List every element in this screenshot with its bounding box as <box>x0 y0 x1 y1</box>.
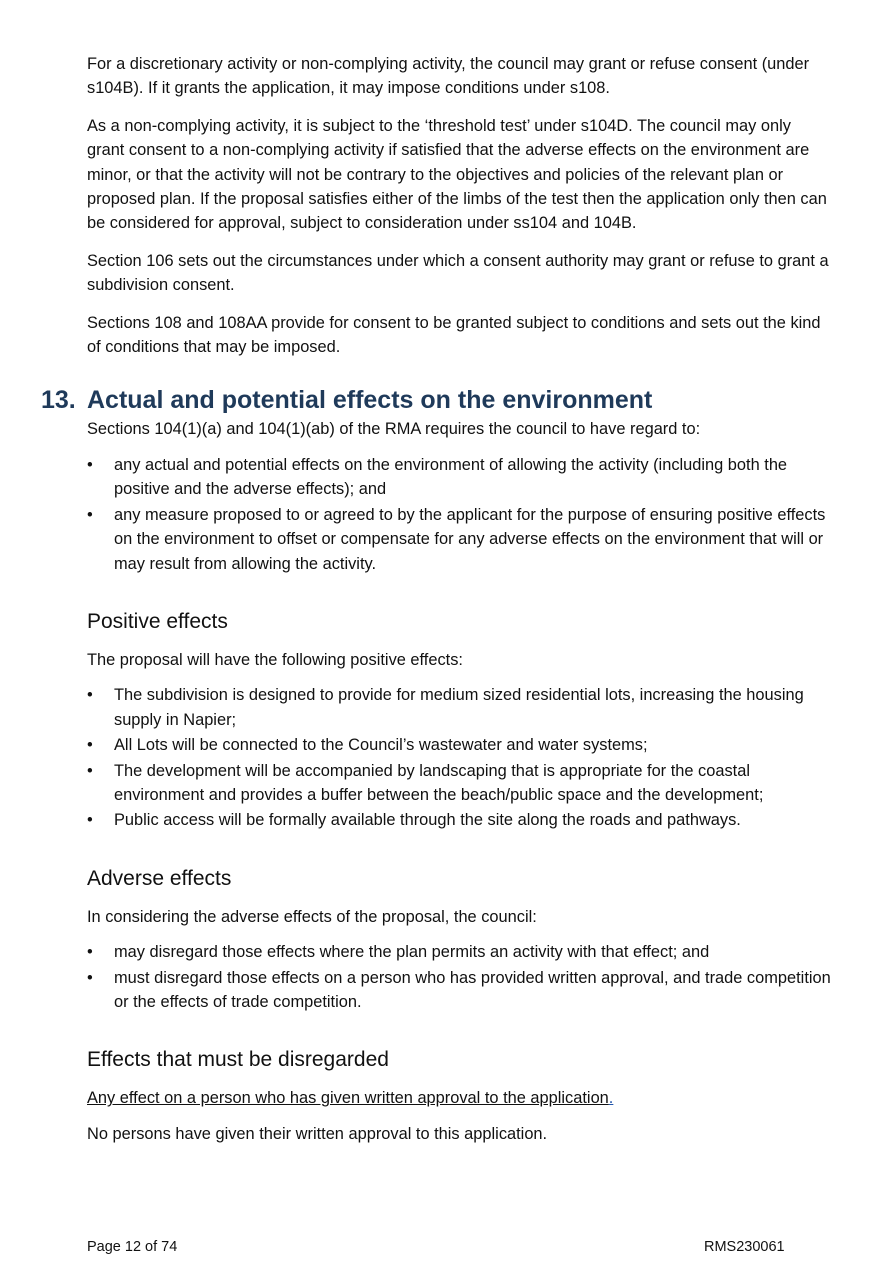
adverse-effects-heading: Adverse effects <box>87 866 232 890</box>
list-item: • The subdivision is designed to provide for medium sized residential lots, increasing the housing supply in Napier; <box>87 683 832 732</box>
positive-effects-heading: Positive effects <box>87 609 228 633</box>
list-item: • The development will be accompanied by landscaping that is appropriate for the coastal environment and provides a buffer between the beach/public space and the development; <box>87 759 832 808</box>
written-approval-line <box>87 1086 832 1110</box>
list-item: • may disregard those effects where the plan permits an activity with that effect; and <box>87 940 832 964</box>
positive-effects-intro: The proposal will have the following positive effects: <box>87 650 463 669</box>
document-reference: RMS230061 <box>704 1239 785 1255</box>
adverse-effects-list <box>87 940 832 1014</box>
paragraph-discretionary: For a discretionary activity or non-complying activity, the council may grant or refuse consent (under s104B). If it grants the application, it may impose conditions under s108. <box>87 55 810 98</box>
section-13-list <box>87 453 832 576</box>
page-body <box>41 52 832 1157</box>
list-item: • any actual and potential effects on the environment of allowing the activity (including both the positive and the adverse effects); and <box>87 453 832 502</box>
list-item: • All Lots will be connected to the Council’s wastewater and water systems; <box>87 733 832 757</box>
link-trailer: . <box>608 1089 614 1108</box>
section-number: 13. <box>41 386 76 415</box>
adverse-effects-intro: In considering the adverse effects of the proposal, the council: <box>87 907 537 926</box>
no-approvals-statement: No persons have given their written approval to this application. <box>87 1124 548 1143</box>
disregarded-effects-heading: Effects that must be disregarded <box>87 1048 389 1072</box>
list-item: • any measure proposed to or agreed to by the applicant for the purpose of ensuring positive effects on the environment to offset or compensate for any adverse effects on the environment that will or may result from allowing the activity. <box>87 503 832 576</box>
positive-effects-list <box>87 683 832 832</box>
written-approval-link[interactable]: Any effect on a person who has given written approval to the application <box>87 1089 609 1108</box>
section-title: Actual and potential effects on the environment <box>87 386 653 415</box>
list-item: • Public access will be formally available through the site along the roads and pathways. <box>87 808 832 832</box>
list-item: • must disregard those effects on a person who has provided written approval, and trade competition or the effects of trade competition. <box>87 966 832 1015</box>
section-13-intro: Sections 104(1)(a) and 104(1)(ab) of the RMA requires the council to have regard to: <box>87 420 701 439</box>
page-number: Page 12 of 74 <box>87 1239 178 1255</box>
paragraph-threshold-test: As a non-complying activity, it is subject to the ‘threshold test’ under s104D. The council may only grant consent to a non-complying activity if satisfied that the adverse effects on the environment are minor, or that the activity will not be contrary to the objectives and policies of the relevant plan or proposed plan. If the proposal satisfies either of the limbs of the test then the application only then can be considered for approval, subject to consideration under ss104 and 104B. <box>87 116 827 233</box>
paragraph-section-108: Sections 108 and 108AA provide for consent to be granted subject to conditions and sets out the kind of conditions that may be imposed. <box>87 313 821 357</box>
paragraph-section-106: Section 106 sets out the circumstances under which a consent authority may grant or refuse to grant a subdivision consent. <box>87 251 829 295</box>
section-13-heading <box>41 383 832 417</box>
